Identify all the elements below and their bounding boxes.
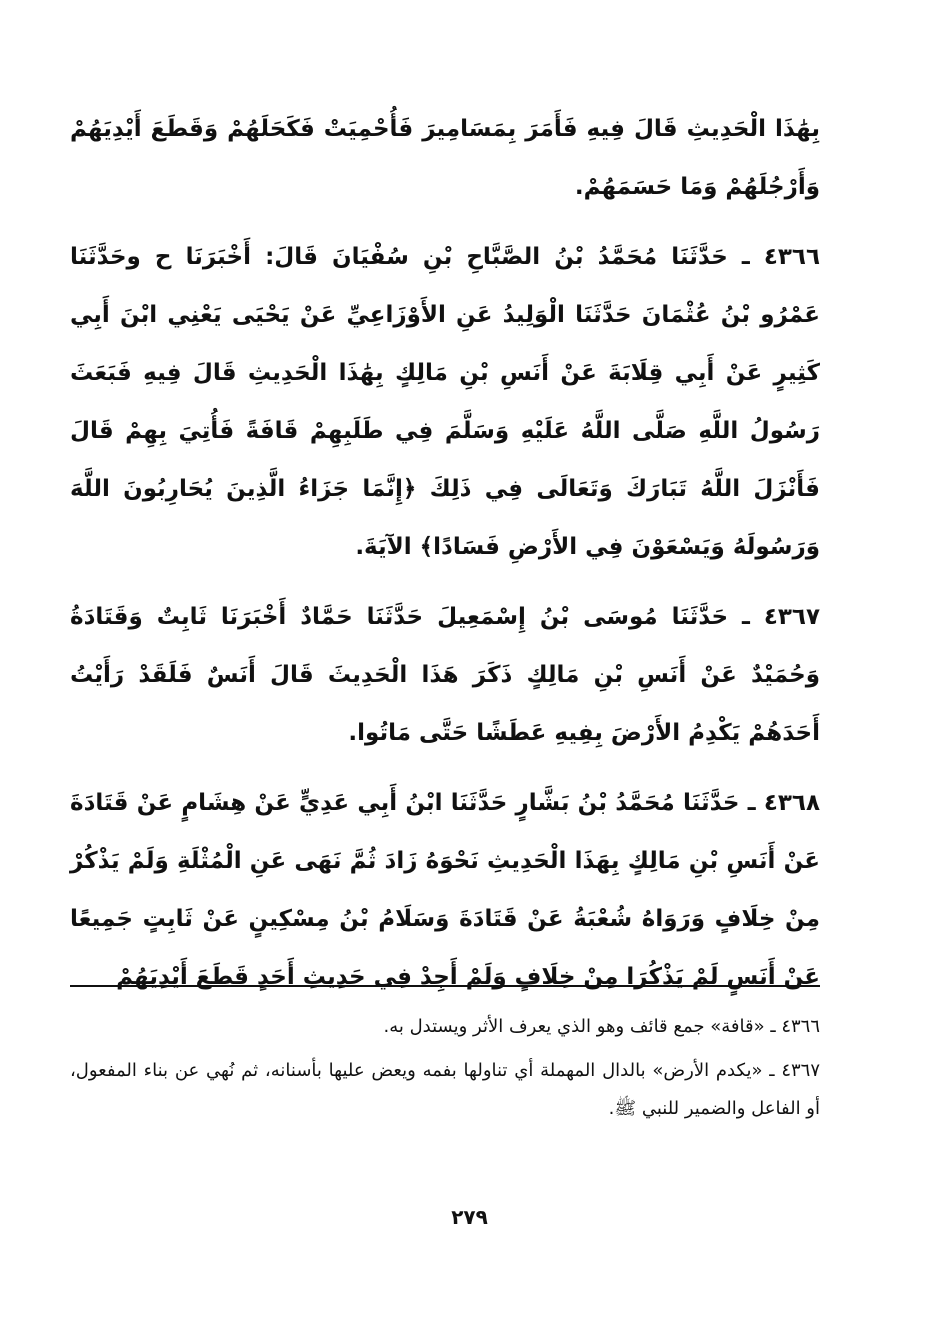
- footnote-divider: [70, 985, 820, 987]
- page-number: ٢٧٩: [451, 1205, 488, 1229]
- hadith-4367: [70, 588, 820, 762]
- main-text-block: [70, 100, 820, 1018]
- footnotes: [70, 1008, 820, 1134]
- hadith-text: [70, 100, 820, 1006]
- footnote-text: «قافة» جمع قائف وهو الذي يعرف الأثر ويستدل به.: [383, 1016, 765, 1037]
- footnote-text: «يكدم الأرض» بالدال المهملة أي تناولها بفمه ويعض عليها بأسنانه، ثم نُهي عن بناء المفعول، أو الفاعل والضمير للنبي ﷺ.: [70, 1060, 820, 1119]
- paragraph-continuation: [70, 100, 820, 216]
- hadith-4368: [70, 774, 820, 1006]
- hadith-number: ٤٣٦٧ ـ: [742, 604, 820, 630]
- footnote-4367: [70, 1052, 820, 1128]
- hadith-4366: [70, 228, 820, 576]
- paragraph-text: بِهَٰذَا الْحَدِيثِ قَالَ فِيهِ فَأَمَرَ بِمَسَامِيرَ فَأُحْمِيَتْ فَكَحَلَهُمْ وَقَطَعَ أَيْدِيَهُمْ وَأَرْجُلَهُمْ وَمَا حَسَمَهُمْ.: [70, 116, 820, 200]
- hadith-body: حَدَّثَنَا مُحَمَّدُ بْنُ الصَّبَّاحِ بْنِ سُفْيَانَ قَالَ: أَخْبَرَنَا ح وحَدَّثَنَا عَمْرُو بْنُ عُثْمَانَ حَدَّثَنَا الْوَلِيدُ عَنِ الأَوْزَاعِيِّ عَنْ يَحْيَى يَعْنِي ابْنَ أَبِي كَثِيرٍ عَنْ أَبِي قِلَابَةَ عَنْ أَنَسِ بْنِ مَالِكٍ بِهَٰذَا الْحَدِيثِ قَالَ فِيهِ فَبَعَثَ رَسُولُ اللَّهِ صَلَّى اللَّهُ عَلَيْهِ وَسَلَّمَ فِي طَلَبِهِمْ قَافَةً فَأُتِيَ بِهِمْ قَالَ فَأَنْزَلَ اللَّهُ تَبَارَكَ وَتَعَالَى فِي ذَلِكَ ﴿إِنَّمَا جَزَاءُ الَّذِينَ يُحَارِبُونَ اللَّهَ وَرَسُولَهُ وَيَسْعَوْنَ فِي الأَرْضِ فَسَادًا﴾ الآيَةَ.: [70, 244, 820, 560]
- hadith-number: ٤٣٦٦ ـ: [741, 244, 820, 270]
- footnote-number: ٤٣٦٧ ـ: [769, 1060, 820, 1081]
- footnote-4366: [70, 1008, 820, 1046]
- footnote-number: ٤٣٦٦ ـ: [770, 1016, 820, 1037]
- hadith-number: ٤٣٦٨ ـ: [747, 790, 820, 816]
- hadith-body: حَدَّثَنَا مُوسَى بْنُ إِسْمَعِيلَ حَدَّثَنَا حَمَّادٌ أَخْبَرَنَا ثَابِتٌ وَقَتَادَةُ وَحُمَيْدٌ عَنْ أَنَسِ بْنِ مَالِكٍ ذَكَرَ هَذَا الْحَدِيثَ قَالَ أَنَسٌ فَلَقَدْ رَأَيْتُ أَحَدَهُمْ يَكْدِمُ الأَرْضَ بِفِيهِ عَطَشًا حَتَّى مَاتُوا.: [70, 604, 820, 746]
- hadith-body: حَدَّثَنَا مُحَمَّدُ بْنُ بَشَّارٍ حَدَّثَنَا ابْنُ أَبِي عَدِيٍّ عَنْ هِشَامٍ عَنْ قَتَادَةَ عَنْ أَنَسِ بْنِ مَالِكٍ بِهَذَا الْحَدِيثِ نَحْوَهُ زَادَ ثُمَّ نَهَى عَنِ الْمُثْلَةِ وَلَمْ يَذْكُرْ مِنْ خِلَافٍ وَرَوَاهُ شُعْبَةُ عَنْ قَتَادَةَ وَسَلَامُ بْنُ مِسْكِينٍ عَنْ ثَابِتٍ جَمِيعًا عَنْ أَنَسٍ لَمْ يَذْكُرَا مِنْ خِلَافٍ وَلَمْ أَجِدْ فِي حَدِيثِ أَحَدٍ قَطَعَ أَيْدِيَهُمْ: [70, 790, 820, 990]
